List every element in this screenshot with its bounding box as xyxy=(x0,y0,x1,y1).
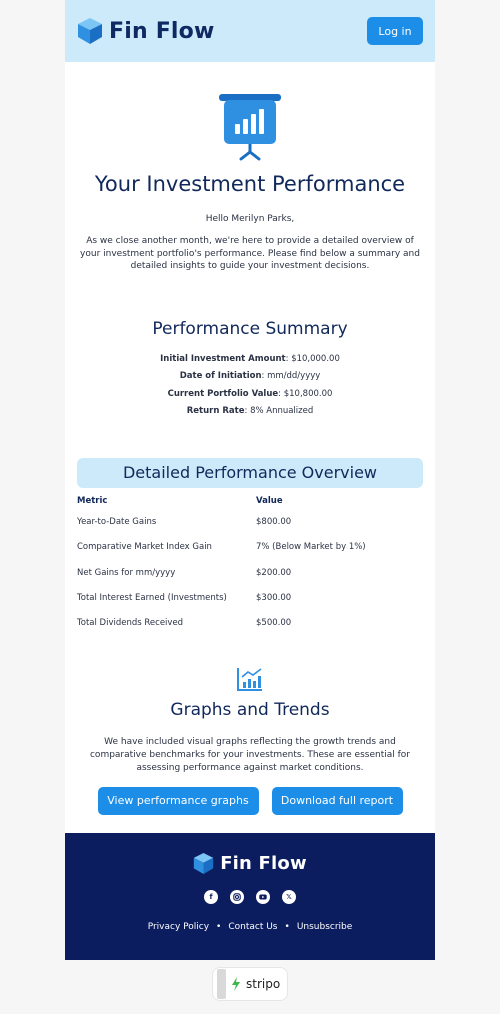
summary-value: : 8% Annualized xyxy=(244,406,314,416)
social-links xyxy=(204,890,296,904)
summary-label: Return Rate xyxy=(186,406,245,416)
summary-label: Initial Investment Amount xyxy=(160,353,286,364)
facebook-icon[interactable]: f xyxy=(204,890,218,904)
unsubscribe-link[interactable]: Unsubscribe xyxy=(296,921,353,932)
performance-summary-section xyxy=(65,273,435,421)
detailed-overview-title: Detailed Performance Overview xyxy=(77,458,423,488)
metrics-table xyxy=(77,494,423,636)
email-container xyxy=(65,0,435,960)
summary-value: : $10,000.00 xyxy=(285,353,340,364)
table-row xyxy=(77,560,423,585)
link-separator: • xyxy=(216,921,222,932)
metric-cell: Year-to-Date Gains xyxy=(77,517,157,528)
summary-value: : $10,800.00 xyxy=(278,388,333,399)
contact-us-link[interactable]: Contact Us xyxy=(228,921,278,932)
footer-brand-name: Fin Flow xyxy=(220,852,307,874)
page-title: Your Investment Performance xyxy=(94,172,406,196)
brand-logo[interactable] xyxy=(77,17,215,45)
table-row xyxy=(77,535,423,560)
detailed-overview-section xyxy=(65,458,435,636)
cube-logo-icon xyxy=(77,17,103,45)
header xyxy=(65,0,435,62)
cube-logo-icon xyxy=(193,852,214,875)
intro-section xyxy=(65,62,435,273)
login-button[interactable]: Log in xyxy=(367,17,423,45)
value-cell: $300.00 xyxy=(256,593,292,604)
table-header-row xyxy=(77,494,423,508)
summary-label: Current Portfolio Value xyxy=(167,388,279,399)
footer xyxy=(65,833,435,960)
value-cell: $500.00 xyxy=(256,618,292,629)
instagram-icon[interactable] xyxy=(230,890,244,904)
stripo-logo-icon xyxy=(230,976,242,992)
graphs-title: Graphs and Trends xyxy=(170,699,330,720)
table-row xyxy=(77,611,423,636)
metric-cell: Comparative Market Index Gain xyxy=(77,542,212,553)
summary-label: Date of Initiation xyxy=(179,371,262,381)
stripo-badge[interactable] xyxy=(212,967,288,1001)
footer-links xyxy=(148,922,353,932)
presentation-chart-icon xyxy=(215,92,285,162)
greeting-text: Hello Merilyn Parks, xyxy=(205,214,295,224)
summary-item xyxy=(65,351,435,369)
value-cell: $800.00 xyxy=(256,517,292,528)
summary-item xyxy=(65,368,435,386)
footer-brand-logo[interactable] xyxy=(193,852,307,875)
brand-name: Fin Flow xyxy=(109,18,215,44)
table-row xyxy=(77,585,423,610)
link-separator: • xyxy=(284,921,290,932)
metric-cell: Net Gains for mm/yyyy xyxy=(77,567,176,578)
x-icon[interactable]: 𝕏 xyxy=(282,890,296,904)
table-row xyxy=(77,510,423,535)
metric-cell: Total Dividends Received xyxy=(77,618,184,629)
column-header-metric: Metric xyxy=(77,495,108,506)
summary-item xyxy=(65,403,435,421)
view-graphs-button[interactable]: View performance graphs xyxy=(98,787,259,815)
graphs-section xyxy=(65,666,435,815)
intro-paragraph: As we close another month, we're here to provide a detailed overview of your investment portfolio's performance. Please find below a summary and detailed insights to guide your investment decisions. xyxy=(80,236,420,271)
download-report-button[interactable]: Download full report xyxy=(272,787,403,815)
badge-bar xyxy=(217,969,226,999)
summary-item xyxy=(65,386,435,404)
youtube-icon[interactable] xyxy=(256,890,270,904)
summary-value: : mm/dd/yyyy xyxy=(261,371,321,381)
graphs-buttons xyxy=(65,787,435,815)
graphs-paragraph: We have included visual graphs reflecting the growth trends and comparative benchmarks for your investments. These are essential for assessing performance against market conditions. xyxy=(89,736,410,773)
metric-cell: Total Interest Earned (Investments) xyxy=(77,593,227,604)
line-chart-icon xyxy=(236,666,264,692)
value-cell: $200.00 xyxy=(256,567,292,578)
value-cell: 7% (Below Market by 1%) xyxy=(256,542,366,553)
stripo-label: stripo xyxy=(246,977,281,991)
summary-list xyxy=(65,351,435,421)
privacy-policy-link[interactable]: Privacy Policy xyxy=(147,921,210,932)
summary-title: Performance Summary xyxy=(152,318,348,339)
column-header-value: Value xyxy=(256,495,283,506)
